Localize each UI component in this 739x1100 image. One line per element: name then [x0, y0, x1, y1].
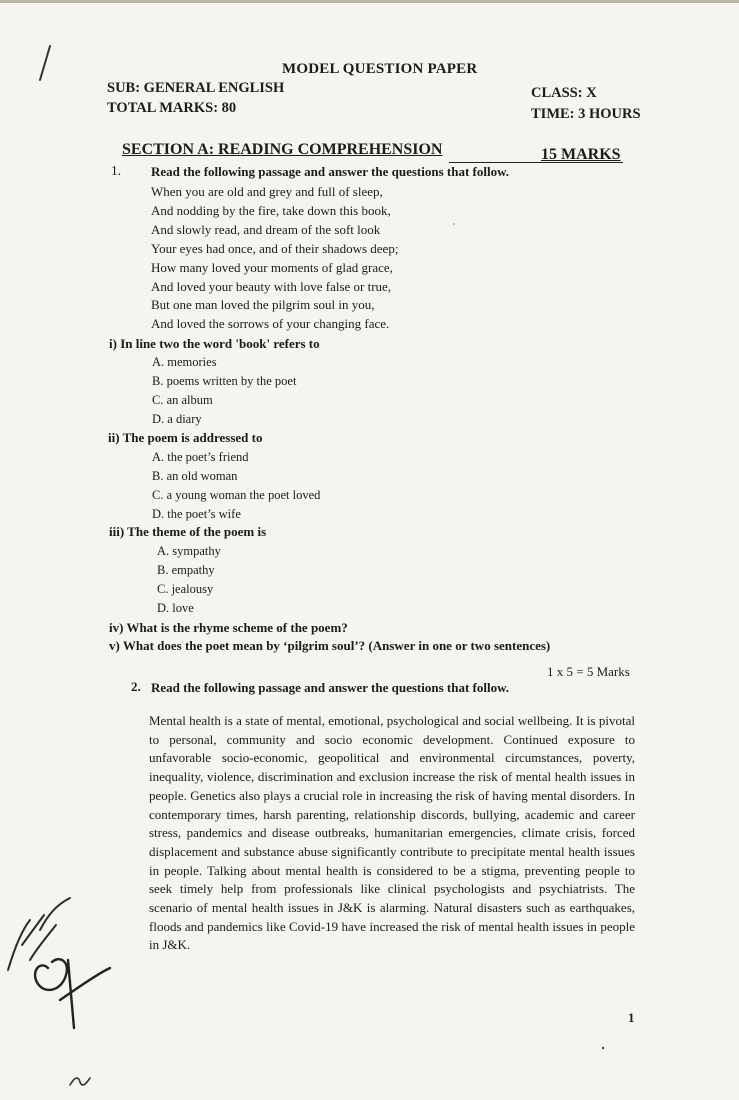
poem-line: And nodding by the fire, take down this book,	[151, 202, 391, 218]
section-marks: 15 MARKS	[541, 146, 621, 163]
option-a: A. sympathy	[157, 544, 221, 558]
poem-line: How many loved your moments of glad grace,	[151, 259, 393, 275]
subquestion-iv: iv) What is the rhyme scheme of the poem?	[109, 620, 348, 635]
subject-label: SUB: GENERAL ENGLISH	[107, 80, 285, 96]
option-b: B. poems written by the poet	[152, 374, 297, 388]
total-marks-label: TOTAL MARKS: 80	[107, 100, 237, 116]
option-b: B. an old woman	[152, 469, 238, 483]
option-d: D. a diary	[152, 412, 202, 426]
poem-line: Your eyes had once, and of their shadows deep;	[151, 240, 399, 256]
option-c: C. jealousy	[157, 582, 214, 596]
question-2-number: 2.	[131, 679, 141, 694]
poem-line: And loved your beauty with love false or true,	[151, 278, 392, 294]
question-1-instruction: Read the following passage and answer the questions that follow.	[151, 164, 510, 179]
mental-health-passage: Mental health is a state of mental, emotional, psychological and social wellbeing. It is pivotal to personal, community and socio economic development. Continued exposure to unfavorable socio-economic, geopolitical and environmental circumstances, poverty, inequality, violence, discrimination and exclusion increase the risk of mental health issues in people. Genetics also plays a crucial role in increasing the risk of having mental disorders. In contemporary times, harsh parenting, relationship discords, bullying, academic and career stress, pandemics and disease outbreaks, humanitarian emergencies, climate crisis, forced displacement and substance abuse significantly contribute to precipitate mental health issues in people. Talking about mental health is considered to be a stigma, preventing people to seek timely help from professionals like clinical psychologists and psychiatrists. The scenario of mental health issues in J&K is alarming. Natural disasters such as earthquakes, floods and pandemics like Covid-19 have increased the risk of mental health issues in people in J&K.	[149, 713, 635, 953]
page-number: 1	[628, 1010, 635, 1025]
option-a: A. memories	[152, 355, 217, 369]
subquestion-i: i) In line two the word 'book' refers to	[109, 336, 320, 351]
option-c: C. an album	[152, 393, 213, 407]
poem-line: And loved the sorrows of your changing face.	[151, 316, 390, 332]
poem-line: And slowly read, and dream of the soft look	[151, 221, 381, 237]
section-title: SECTION A: READING COMPREHENSION	[122, 141, 443, 158]
subquestion-iii: iii) The theme of the poem is	[109, 524, 267, 539]
poem-line: When you are old and grey and full of sleep,	[151, 184, 383, 199]
option-c: C. a young woman the poet loved	[152, 488, 321, 502]
subquestion-ii: ii) The poem is addressed to	[108, 430, 263, 445]
question-1-number: 1.	[111, 163, 122, 178]
handwritten-score	[35, 959, 110, 1028]
option-b: B. empathy	[157, 563, 215, 577]
option-d: D. the poet’s wife	[152, 507, 241, 521]
question-2-instruction: Read the following passage and answer the questions that follow.	[151, 680, 510, 695]
ink-dot	[602, 1047, 604, 1049]
time-label: TIME: 3 HOURS	[531, 106, 641, 122]
handwritten-initial	[70, 1078, 90, 1085]
option-a: A. the poet’s friend	[152, 450, 249, 464]
subquestion-v: v) What does the poet mean by ‘pilgrim soul’? (Answer in one or two sentences)	[109, 638, 551, 653]
poem-line: But one man loved the pilgrim soul in you,	[151, 297, 375, 313]
class-label: CLASS: X	[531, 85, 597, 101]
pen-tick-mark	[40, 46, 50, 80]
question-1-marks: 1 x 5 = 5 Marks	[547, 664, 630, 679]
option-d: D. love	[157, 601, 194, 615]
paper-title: MODEL QUESTION PAPER	[282, 61, 478, 77]
ink-dot	[453, 223, 455, 225]
